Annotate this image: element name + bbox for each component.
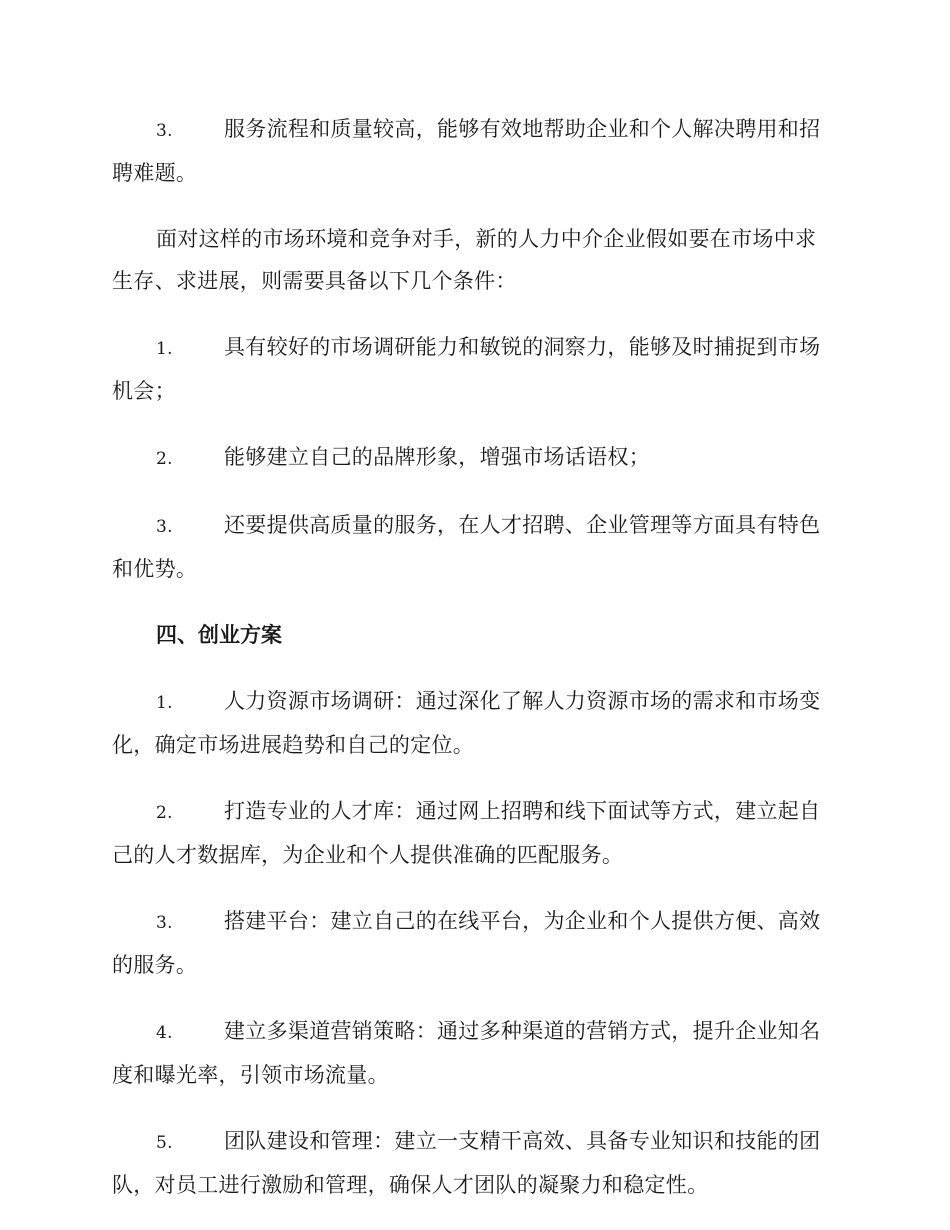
section-heading: 四、创业方案 [156,622,282,647]
list-item [112,790,834,876]
list-item [112,900,834,986]
list-item [112,108,834,194]
list-text: 能够建立自己的品牌形象，增强市场话语权； [224,445,650,469]
paragraph: 面对这样的市场环境和竞争对手，新的人力中介企业假如要在市场中求生存、求进展，则需要具备以下几个条件： [112,227,817,293]
list-number: 1. [156,693,173,713]
list-text: 建立多渠道营销策略：通过多种渠道的营销方式，提升企业知名度和曝光率，引领市场流量。 [112,1019,821,1087]
list-number: 1. [156,339,173,359]
list-number: 5. [156,1133,173,1153]
list-number: 3. [156,121,173,141]
list-item [112,680,834,766]
list-number: 3. [156,517,173,537]
list-number: 3. [156,913,173,933]
list-number: 2. [156,803,173,823]
list-item [112,436,834,480]
document-body [112,108,834,1230]
list-text: 搭建平台：建立自己的在线平台，为企业和个人提供方便、高效的服务。 [112,909,821,977]
list-number: 4. [156,1023,173,1043]
list-item [112,504,834,590]
list-item [112,1010,834,1096]
list-text: 还要提供高质量的服务，在人才招聘、企业管理等方面具有特色和优势。 [112,513,821,581]
list-number: 2. [156,449,173,469]
list-item [112,1120,834,1206]
list-text: 服务流程和质量较高，能够有效地帮助企业和个人解决聘用和招聘难题。 [112,117,821,185]
list-text: 打造专业的人才库：通过网上招聘和线下面试等方式，建立起自己的人才数据库，为企业和个人提供准确的匹配服务。 [112,799,821,867]
list-item [112,326,834,412]
list-text: 具有较好的市场调研能力和敏锐的洞察力，能够及时捕捉到市场机会； [112,335,821,403]
list-text: 人力资源市场调研：通过深化了解人力资源市场的需求和市场变化，确定市场进展趋势和自己的定位。 [112,689,821,757]
list-text: 团队建设和管理：建立一支精干高效、具备专业知识和技能的团队，对员工进行激励和管理，确保人才团队的凝聚力和稳定性。 [112,1129,821,1197]
